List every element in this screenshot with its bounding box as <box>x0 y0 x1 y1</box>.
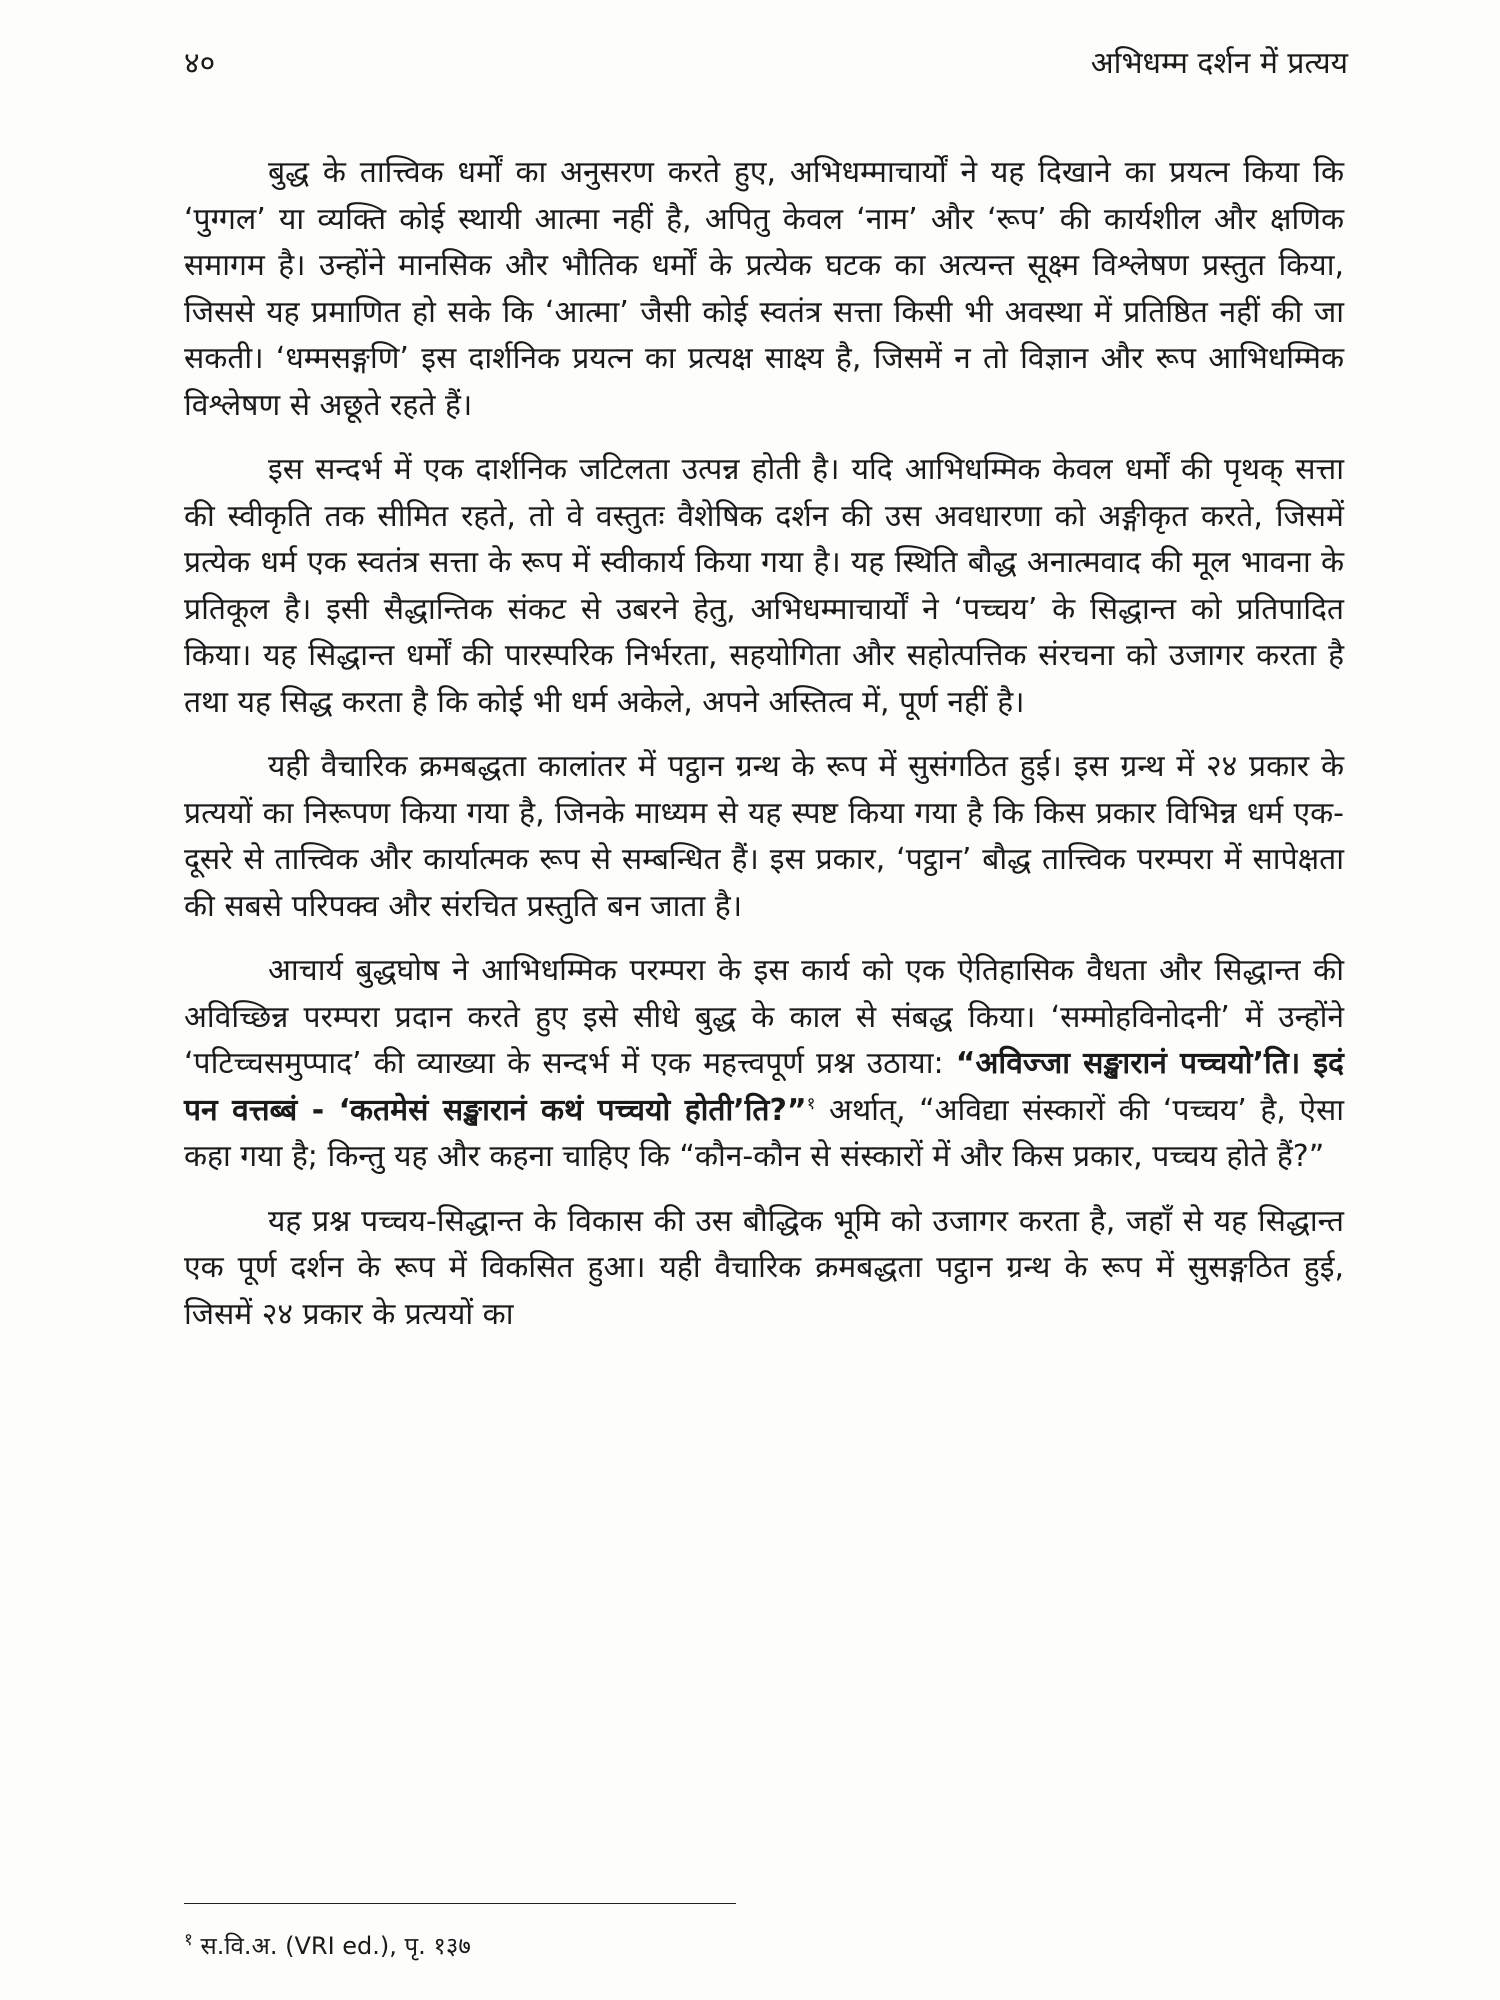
paragraph-3: यही वैचारिक क्रमबद्धता कालांतर में पट्ठान ग्रन्थ के रूप में सुसंगठित हुई। इस ग्रन्थ में २४ प्रकार के प्रत्ययों का निरूपण किया गया है, जिनके माध्यम से यह स्पष्ट किया गया है कि किस प्रकार विभिन्न धर्म एक-दूसरे से तात्त्विक और कार्यात्मक रूप से सम्बन्धित हैं। इस प्रकार, ‘पट्ठान’ बौद्ध तात्त्विक परम्परा में सापेक्षता की सबसे परिपक्व और संरचित प्रस्तुति बन जाता है। <box>184 749 1344 924</box>
footnote-reference[interactable]: १ <box>806 1093 816 1114</box>
paragraph-4 <box>184 948 1344 1181</box>
paragraph-2: इस सन्दर्भ में एक दार्शनिक जटिलता उत्पन्न होती है। यदि आभिधम्मिक केवल धर्मों की पृथक् सत्ता की स्वीकृति तक सीमित रहते, तो वे वस्तुतः वैशेषिक दर्शन की उस अवधारणा को अङ्गीकृत करते, जिसमें प्रत्येक धर्म एक स्वतंत्र सत्ता के रूप में स्वीकार्य किया गया है। यह स्थिति बौद्ध अनात्मवाद की मूल भावना के प्रतिकूल है। इसी सैद्धान्तिक संकट से उबरने हेतु, अभिधम्माचार्यों ने ‘पच्चय’ के सिद्धान्त को प्रतिपादित किया। यह सिद्धान्त धर्मों की पारस्परिक निर्भरता, सहयोगिता और सहोत्पत्तिक संरचना को उजागर करता है तथा यह सिद्ध करता है कि कोई भी धर्म अकेले, अपने अस्तित्व में, पूर्ण नहीं है। <box>184 452 1344 720</box>
pali-quotation: “अविज्जा सङ्खारानं पच्चयो’ति। इदं पन वत्तब्बं - ‘कतमेसं सङ्खारानं कथं पच्चयो होती’ति?” <box>184 1046 1344 1128</box>
paragraph-4-translation: अर्थात्, “अविद्या संस्कारों की ‘पच्चय’ है, ऐसा कहा गया है; किन्तु यह और कहना चाहिए कि “कौन-कौन से संस्कारों में और किस प्रकार, पच्चय होते हैं?” <box>184 1092 1344 1174</box>
footnote <box>184 1929 471 1963</box>
footnote-marker: १ <box>184 1930 193 1950</box>
paragraph-1: बुद्ध के तात्त्विक धर्मों का अनुसरण करते हुए, अभिधम्माचार्यों ने यह दिखाने का प्रयत्न किया कि ‘पुग्गल’ या व्यक्ति कोई स्थायी आत्मा नहीं है, अपितु केवल ‘नाम’ और ‘रूप’ की कार्यशील और क्षणिक समागम है। उन्होंने मानसिक और भौतिक धर्मों के प्रत्येक घटक का अत्यन्त सूक्ष्म विश्लेषण प्रस्तुत किया, जिससे यह प्रमाणित हो सके कि ‘आत्मा’ जैसी कोई स्वतंत्र सत्ता किसी भी अवस्था में प्रतिष्ठित नहीं की जा सकती। ‘धम्मसङ्गणि’ इस दार्शनिक प्रयत्न का प्रत्यक्ष साक्ष्य है, जिसमें न तो विज्ञान और रूप आभिधम्मिक विश्लेषण से अछूते रहते हैं। <box>184 155 1344 423</box>
page-number: ४० <box>184 46 216 81</box>
running-title: अभिधम्म दर्शन में प्रत्यय <box>1090 46 1348 81</box>
paragraph-5: यह प्रश्न पच्चय-सिद्धान्त के विकास की उस बौद्धिक भूमि को उजागर करता है, जहाँ से यह सिद्धान्त एक पूर्ण दर्शन के रूप में विकसित हुआ। यही वैचारिक क्रमबद्धता पट्ठान ग्रन्थ के रूप में सुसङ्गठित हुई, जिसमें २४ प्रकार के प्रत्ययों का <box>184 1203 1344 1332</box>
footnote-divider <box>184 1903 736 1904</box>
footnote-text: स.वि.अ. (VRI ed.), पृ. १३७ <box>200 1932 471 1960</box>
body-text <box>184 150 1344 1356</box>
paragraph-4-intro: आचार्य बुद्धघोष ने आभिधम्मिक परम्परा के इस कार्य को एक ऐतिहासिक वैधता और सिद्धान्त की अविच्छिन्न परम्परा प्रदान करते हुए इसे सीधे बुद्ध के काल से संबद्ध किया। ‘सम्मोहविनोदनी’ में उन्होंने ‘पटिच्चसमुप्पाद’ की व्याख्या के सन्दर्भ में एक महत्त्वपूर्ण प्रश्न उठाया: <box>184 953 1344 1081</box>
